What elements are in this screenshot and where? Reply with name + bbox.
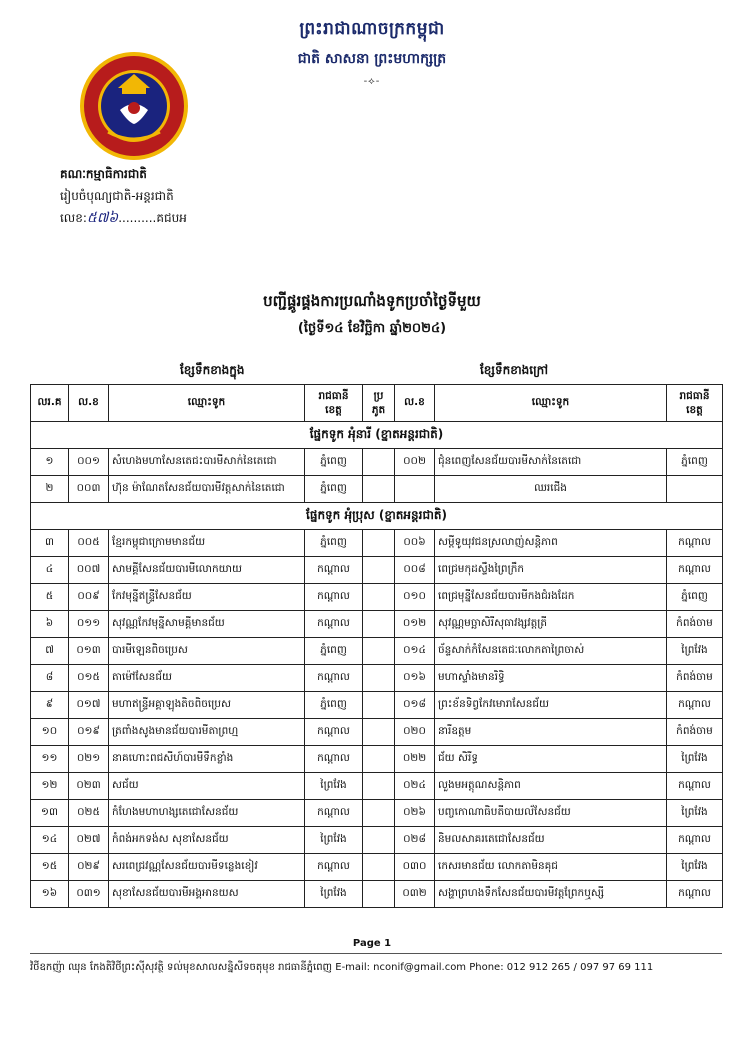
org-name: គណៈកម្មាធិការជាតិ	[60, 167, 147, 181]
issuing-organization	[60, 163, 187, 229]
table-row	[31, 530, 723, 557]
document-title	[0, 292, 744, 339]
outer-boat-name-cell: នារីឧត្តម	[435, 719, 667, 746]
inner-province-cell: ព្រៃវែង	[305, 773, 363, 800]
outer-boat-name-cell: ពេជ្រមុន្នីសែនជ័យបារមីកងជំរងដែក	[435, 584, 667, 611]
inner-province-cell: ភ្នំពេញ	[305, 638, 363, 665]
outer-province-cell: ព្រៃវែង	[667, 854, 723, 881]
table-row	[31, 773, 723, 800]
type-cell	[363, 557, 395, 584]
inner-province-cell: កណ្ដាល	[305, 854, 363, 881]
section-header-row	[31, 503, 723, 530]
inner-boat-name-cell: សរពេជ្រវណ្ណសែនជ័យបារមីទន្លេងខៀវ	[109, 854, 305, 881]
col-outer-boat: ឈ្មោះទូក	[435, 385, 667, 422]
footer-divider	[30, 953, 722, 954]
table-row	[31, 638, 723, 665]
inner-boat-name-cell: តាម៉ៅសែនជ័យ	[109, 665, 305, 692]
order-cell: ១៦	[31, 881, 69, 908]
inner-boat-name-cell: នាគហោះពជសីហ៍បារមីទឹកខ្លាំង	[109, 746, 305, 773]
national-motto: ជាតិ សាសនា ព្រះមហាក្សត្រ	[297, 51, 447, 67]
inner-num-cell: ០២៣	[69, 773, 109, 800]
table-row	[31, 827, 723, 854]
outer-num-cell: ០២៤	[395, 773, 435, 800]
section-header-row	[31, 422, 723, 449]
outer-province-cell: ព្រៃវែង	[667, 746, 723, 773]
outer-num-cell: ០២២	[395, 746, 435, 773]
table-row	[31, 692, 723, 719]
col-outer-province: រាជធានី ខេត្ត	[667, 385, 723, 422]
outer-boat-name-cell: ឈរជើង	[435, 476, 667, 503]
outer-num-cell	[395, 476, 435, 503]
inner-province-cell: ភ្នំពេញ	[305, 476, 363, 503]
inner-province-cell: កណ្ដាល	[305, 746, 363, 773]
outer-num-cell: ០២៨	[395, 827, 435, 854]
outer-boat-name-cell: សុវណ្ណមច្ឆាសិរីសុធាវង្សវត្តត្រី	[435, 611, 667, 638]
type-cell	[363, 476, 395, 503]
col-outer-num: ល.ខ	[395, 385, 435, 422]
inner-province-cell: ភ្នំពេញ	[305, 449, 363, 476]
inner-boat-name-cell: បារមីឡេនពិចប្រេស	[109, 638, 305, 665]
committee-seal-logo	[78, 50, 190, 162]
inner-boat-name-cell: ត្រពាំងសូងមានជ័យបារមីតាព្រហ្ម	[109, 719, 305, 746]
type-cell	[363, 692, 395, 719]
inner-num-cell: ០០៣	[69, 476, 109, 503]
type-cell	[363, 611, 395, 638]
order-cell: ៦	[31, 611, 69, 638]
table-row	[31, 665, 723, 692]
footer-contact: វិថីឧកញ៉ា ឈុន កែងតិវិថីព្រះស៊ីសុវត្ថិ ទល់មុខសាលសន្និសីទចតុមុខ រាជធានីភ្នំពេញ E-mail: nconif@gmail.com Phone: 012 912 265 / 097 97 69 111	[30, 962, 654, 973]
inner-province-cell: កណ្ដាល	[305, 611, 363, 638]
title-main: បញ្ជីផ្គូរផ្គងការប្រណាំងទូកប្រចាំថ្ងៃទីមួយ	[263, 292, 481, 310]
outer-boat-name-cell: ពេជ្រមកុដស្ទឹងព្រៃក្រឹក	[435, 557, 667, 584]
inner-num-cell: ០១៣	[69, 638, 109, 665]
type-cell	[363, 746, 395, 773]
outer-boat-name-cell: ច័ន្ទសាក់កំសែនតេជៈលោកតាព្រៃចាស់	[435, 638, 667, 665]
order-cell: ១២	[31, 773, 69, 800]
outer-num-cell: ០០៨	[395, 557, 435, 584]
inner-num-cell: ០០៩	[69, 584, 109, 611]
outer-num-cell: ០១០	[395, 584, 435, 611]
order-cell: ១	[31, 449, 69, 476]
type-cell	[363, 584, 395, 611]
outer-boat-name-cell: មហាស្ទាំងមានរិទ្ធិ	[435, 665, 667, 692]
inner-num-cell: ០៣១	[69, 881, 109, 908]
outer-boat-name-cell: ព្រះខ័នទិព្វកែវមោរាសែនជ័យ	[435, 692, 667, 719]
outer-boat-name-cell: ជ័យ សិរីទ្ធ	[435, 746, 667, 773]
col-type: ប្រ ភូត	[363, 385, 395, 422]
outer-province-cell: កំពង់ចាម	[667, 719, 723, 746]
col-order: លរ.គ	[31, 385, 69, 422]
outer-boat-name-cell: បញ្ចកោណាធិបតីបាយល័សែនជ័យ	[435, 800, 667, 827]
outer-boat-name-cell: កេសរមានជ័យ លោកតាមិនគុជ	[435, 854, 667, 881]
inner-province-cell: កណ្ដាល	[305, 557, 363, 584]
inner-province-cell: កណ្ដាល	[305, 719, 363, 746]
outer-province-cell: កណ្ដាល	[667, 773, 723, 800]
table-row	[31, 449, 723, 476]
outer-num-cell: ០១២	[395, 611, 435, 638]
outer-province-cell: ព្រៃវែង	[667, 800, 723, 827]
table-row	[31, 746, 723, 773]
inner-num-cell: ០២៥	[69, 800, 109, 827]
inner-num-cell: ០១៥	[69, 665, 109, 692]
inner-num-cell: ០១៧	[69, 692, 109, 719]
outer-boat-name-cell: លួងមអត្តុណសន្តិភាព	[435, 773, 667, 800]
inner-province-cell: ភ្នំពេញ	[305, 530, 363, 557]
inner-num-cell: ០០១	[69, 449, 109, 476]
table-row	[31, 584, 723, 611]
type-cell	[363, 665, 395, 692]
boat-match-table	[30, 384, 723, 908]
inner-boat-name-cell: សជ័យ	[109, 773, 305, 800]
inner-province-cell: ព្រៃវែង	[305, 881, 363, 908]
type-cell	[363, 449, 395, 476]
table-row	[31, 854, 723, 881]
order-cell: ២	[31, 476, 69, 503]
outer-num-cell: ០២៦	[395, 800, 435, 827]
outer-num-cell: ០១៨	[395, 692, 435, 719]
table-header-row	[31, 385, 723, 422]
outer-province-cell: កំពង់ចាម	[667, 611, 723, 638]
outer-province-cell: កណ្ដាល	[667, 881, 723, 908]
order-cell: ៤	[31, 557, 69, 584]
outer-province-cell: កំពង់ចាម	[667, 665, 723, 692]
page-number: Page 1	[352, 938, 392, 949]
inner-province-cell: ព្រៃវែង	[305, 827, 363, 854]
table-row	[31, 611, 723, 638]
table-row	[31, 800, 723, 827]
inner-lane-heading: ខ្សែទឹកខាងក្នុង	[180, 363, 245, 377]
section-title: ផ្នែកទូក អុំប្រុស (ខ្នាតអន្តរជាតិ)	[31, 503, 723, 530]
inner-province-cell: កណ្ដាល	[305, 584, 363, 611]
kingdom-title: ព្រះរាជាណាចក្រកម្ពុជា	[299, 19, 445, 39]
col-inner-num: ល.ខ	[69, 385, 109, 422]
outer-province-cell: កណ្ដាល	[667, 827, 723, 854]
inner-boat-name-cell: មហាឥន្ទ្រីអគ្គាឡុងតិចពិចប្រេស	[109, 692, 305, 719]
type-cell	[363, 881, 395, 908]
order-cell: ១៣	[31, 800, 69, 827]
inner-province-cell: ភ្នំពេញ	[305, 692, 363, 719]
table-row	[31, 719, 723, 746]
col-inner-boat: ឈ្មោះទូក	[109, 385, 305, 422]
outer-province-cell	[667, 476, 723, 503]
type-cell	[363, 773, 395, 800]
inner-num-cell: ០២១	[69, 746, 109, 773]
title-date: (ថ្ងៃទី១៤ ខែវិច្ឆិកា ឆ្នាំ២០២៤)	[297, 321, 447, 336]
type-cell	[363, 719, 395, 746]
type-cell	[363, 638, 395, 665]
ornament-divider: -⟡-	[363, 76, 381, 87]
outer-boat-name-cell: សម្តីទូយុវជនស្រលាញ់សន្តិភាព	[435, 530, 667, 557]
outer-num-cell: ០៣០	[395, 854, 435, 881]
order-cell: ៧	[31, 638, 69, 665]
outer-province-cell: កណ្ដាល	[667, 530, 723, 557]
order-cell: ១៥	[31, 854, 69, 881]
outer-num-cell: ០១៦	[395, 665, 435, 692]
outer-province-cell: ភ្នំពេញ	[667, 449, 723, 476]
order-cell: ៨	[31, 665, 69, 692]
inner-num-cell: ០២៩	[69, 854, 109, 881]
ref-prefix: លេខ:	[60, 211, 87, 225]
inner-boat-name-cell: សុខាសែនជ័យបារមីអង្គអានយស	[109, 881, 305, 908]
col-inner-province: រាជធានី ខេត្ត	[305, 385, 363, 422]
inner-boat-name-cell: ហ៊ុន ម៉ាណែតសែនជ័យបារមីវត្តសាក់នៃតេជោ	[109, 476, 305, 503]
inner-boat-name-cell: សុវណ្ណកែវមុន្នីសាមគ្គីមានជ័យ	[109, 611, 305, 638]
org-subtitle: រៀបចំបុណ្យជាតិ-អន្តរជាតិ	[60, 189, 174, 203]
order-cell: ៥	[31, 584, 69, 611]
ref-handwritten-number: ៥៧៦	[86, 210, 119, 226]
order-cell: ៣	[31, 530, 69, 557]
order-cell: ១១	[31, 746, 69, 773]
inner-boat-name-cell: ខ្មែរកម្ពុជាក្រោមមានជ័យ	[109, 530, 305, 557]
outer-boat-name-cell: និមលសាគរតេជោសែនជ័យ	[435, 827, 667, 854]
lane-headings	[30, 362, 722, 382]
type-cell	[363, 530, 395, 557]
order-cell: ១០	[31, 719, 69, 746]
inner-num-cell: ០០៧	[69, 557, 109, 584]
table-body	[31, 422, 723, 908]
outer-num-cell: ០០២	[395, 449, 435, 476]
type-cell	[363, 854, 395, 881]
outer-num-cell: ០១៤	[395, 638, 435, 665]
inner-num-cell: ០០៥	[69, 530, 109, 557]
order-cell: ១៤	[31, 827, 69, 854]
outer-province-cell: ព្រៃវែង	[667, 638, 723, 665]
table-row	[31, 476, 723, 503]
inner-boat-name-cell: កំហែងមហាហង្សតេជោសែនជ័យ	[109, 800, 305, 827]
inner-num-cell: ០១១	[69, 611, 109, 638]
inner-num-cell: ០២៧	[69, 827, 109, 854]
inner-boat-name-cell: កែវមុន្នីឥន្ទ្រីសែនជ័យ	[109, 584, 305, 611]
outer-boat-name-cell: សង្ហាព្រហងទឹកសែនជ័យបារមីវត្តព្រែកឬស្សី	[435, 881, 667, 908]
outer-boat-name-cell: ជុំនពេញសែនជ័យបារមីសាក់នៃតេជោ	[435, 449, 667, 476]
type-cell	[363, 800, 395, 827]
outer-num-cell: ០៣២	[395, 881, 435, 908]
outer-num-cell: ០២០	[395, 719, 435, 746]
reference-number	[60, 207, 187, 229]
outer-province-cell: ភ្នំពេញ	[667, 584, 723, 611]
inner-province-cell: កណ្ដាល	[305, 800, 363, 827]
section-title: ផ្នែកទូក អុំនារី (ខ្នាតអន្តរជាតិ)	[31, 422, 723, 449]
inner-num-cell: ០១៩	[69, 719, 109, 746]
outer-province-cell: កណ្ដាល	[667, 692, 723, 719]
inner-province-cell: កណ្ដាល	[305, 665, 363, 692]
inner-boat-name-cell: សំហេងមហាសែនតេជះបារមីសាក់នៃតេជោ	[109, 449, 305, 476]
ref-suffix: ..........គជបអ	[118, 211, 187, 225]
outer-province-cell: កណ្ដាល	[667, 557, 723, 584]
inner-boat-name-cell: សាមគ្គីសែនជ័យបារមីលោកយាយ	[109, 557, 305, 584]
table-row	[31, 557, 723, 584]
table-row	[31, 881, 723, 908]
order-cell: ៩	[31, 692, 69, 719]
inner-boat-name-cell: កំពង់អកទង់ស សុខាសែនជ័យ	[109, 827, 305, 854]
outer-num-cell: ០០៦	[395, 530, 435, 557]
outer-lane-heading: ខ្សែទឹកខាងក្រៅ	[480, 363, 549, 377]
type-cell	[363, 827, 395, 854]
